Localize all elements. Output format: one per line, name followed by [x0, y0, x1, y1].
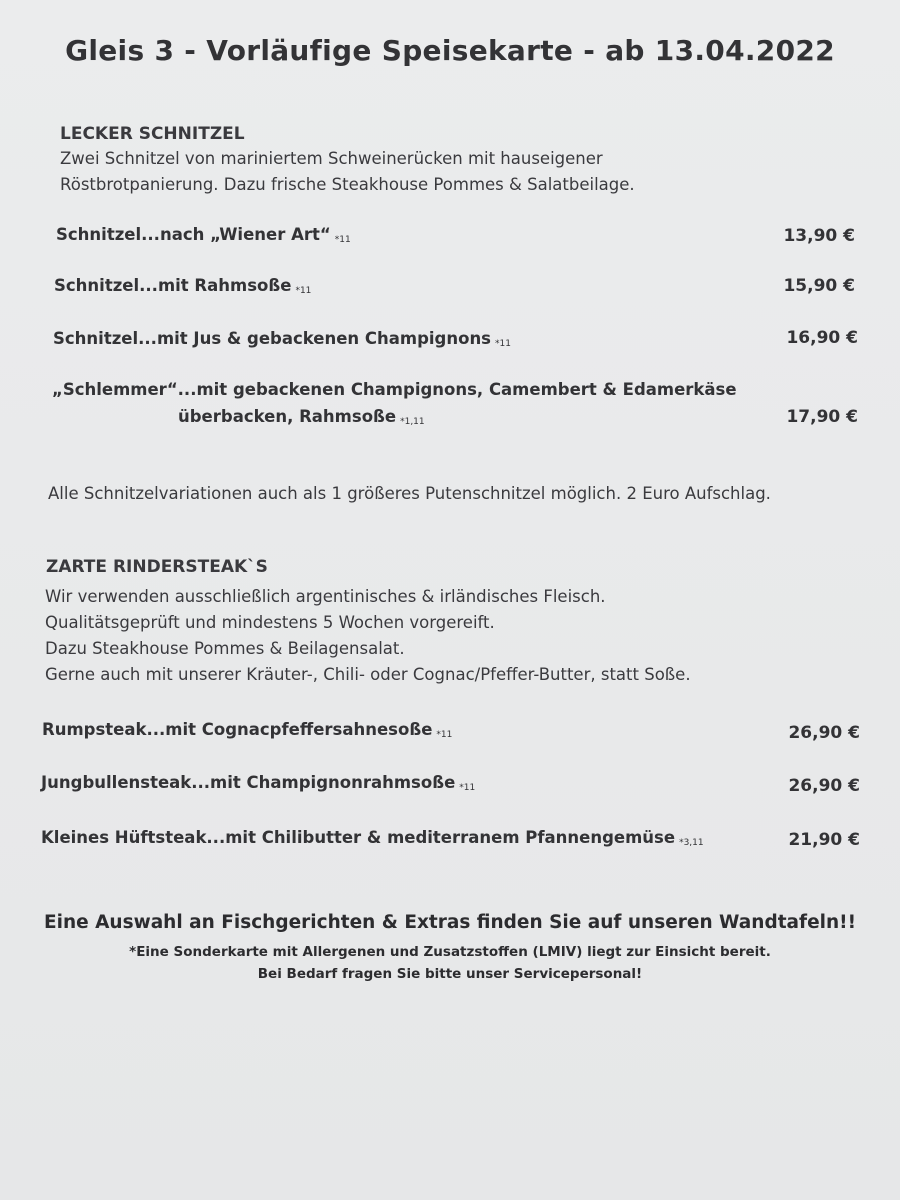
- item-label: Schnitzel...nach „Wiener Art“: [56, 225, 331, 244]
- menu-item-name: „Schlemmer“...mit gebackenen Champignons, Camembert & Edamerkäse: [52, 380, 737, 399]
- allergen-note: *11: [295, 286, 312, 296]
- menu-item-price: 15,90 €: [783, 276, 855, 296]
- item-label: Kleines Hüftsteak...mit Chilibutter & mediterranem Pfannengemüse: [41, 828, 676, 847]
- allergen-note: *11: [436, 730, 453, 740]
- menu-item-name: [42, 720, 452, 740]
- item-label: Rumpsteak...mit Cognacpfeffersahnesoße: [42, 720, 433, 739]
- menu-item-price: 26,90 €: [788, 723, 860, 743]
- footer-allergen-note: *Eine Sonderkarte mit Allergenen und Zusatzstoffen (LMIV) liegt zur Einsicht bereit.: [129, 944, 771, 960]
- menu-item-price: 26,90 €: [788, 776, 860, 796]
- section-heading-schnitzel: LECKER SCHNITZEL: [60, 124, 245, 144]
- footer-service-note: Bei Bedarf fragen Sie bitte unser Servicepersonal!: [257, 966, 643, 982]
- allergen-note: *11: [459, 783, 476, 793]
- menu-item-name: [41, 773, 475, 793]
- menu-title: Gleis 3 - Vorläufige Speisekarte - ab 13.04.2022: [65, 34, 835, 67]
- section-description-steaks: [45, 584, 691, 688]
- menu-item-name: [56, 225, 351, 245]
- item-label: Jungbullensteak...mit Champignonrahmsoße: [41, 773, 456, 792]
- item-label: Schnitzel...mit Rahmsoße: [54, 276, 292, 295]
- menu-item-name: [41, 828, 704, 848]
- allergen-note: *11: [334, 235, 351, 245]
- menu-item-price: 16,90 €: [786, 328, 858, 348]
- menu-item-name-continued: [178, 407, 425, 427]
- allergen-note: *11: [495, 339, 511, 349]
- description-line: Zwei Schnitzel von mariniertem Schweinerücken mit hauseigener: [60, 149, 603, 168]
- description-line: Wir verwenden ausschließlich argentinisches & irländisches Fleisch.: [45, 587, 606, 606]
- description-line: Qualitätsgeprüft und mindestens 5 Wochen vorgereift.: [45, 613, 495, 632]
- item-label: überbacken, Rahmsoße: [178, 407, 397, 426]
- menu-item-name: [54, 276, 311, 296]
- menu-item-price: 21,90 €: [788, 830, 860, 850]
- menu-item-name: [53, 329, 511, 349]
- menu-item-price: 13,90 €: [783, 226, 855, 246]
- section-heading-steaks: ZARTE RINDERSTEAK`S: [46, 557, 268, 577]
- menu-item-price: 17,90 €: [786, 407, 858, 427]
- section-description-schnitzel: [60, 146, 635, 198]
- allergen-note: *3,11: [679, 838, 704, 848]
- item-label: Schnitzel...mit Jus & gebackenen Champignons: [53, 329, 492, 348]
- description-line: Röstbrotpanierung. Dazu frische Steakhouse Pommes & Salatbeilage.: [60, 175, 635, 194]
- schnitzel-footnote: Alle Schnitzelvariationen auch als 1 größeres Putenschnitzel möglich. 2 Euro Aufschlag.: [48, 484, 771, 503]
- allergen-note: *1,11: [400, 417, 425, 427]
- description-line: Gerne auch mit unserer Kräuter-, Chili- oder Cognac/Pfeffer-Butter, statt Soße.: [45, 665, 691, 684]
- footer-fish-extras-note: Eine Auswahl an Fischgerichten & Extras finden Sie auf unseren Wandtafeln!!: [43, 912, 857, 933]
- description-line: Dazu Steakhouse Pommes & Beilagensalat.: [45, 639, 405, 658]
